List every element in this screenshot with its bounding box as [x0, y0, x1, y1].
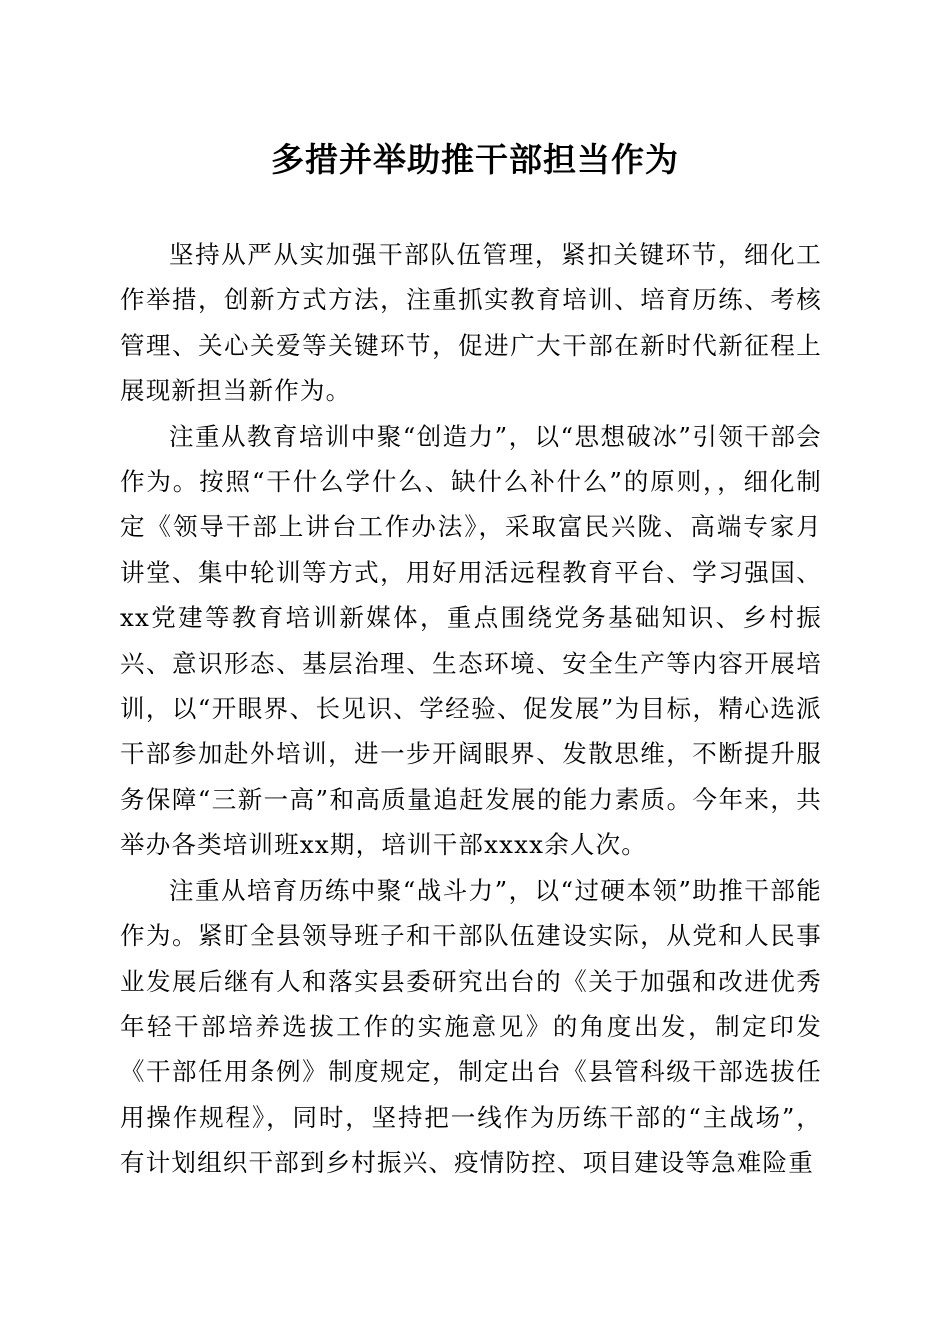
paragraph-1: 坚持从严从实加强干部队伍管理，紧扣关键环节，细化工作举措，创新方式方法，注重抓实教育培训、培育历练、考核管理、关心关爱等关键环节，促进广大干部在新时代新征程上展现新担当新作为。: [120, 240, 822, 406]
paragraph-3: 注重从培育历练中聚“战斗力”，以“过硬本领”助推干部能作为。紧盯全县领导班子和干部队伍建设实际，从党和人民事业发展后继有人和落实县委研究出台的《关于加强和改进优秀年轻干部培养选拔工作的实施意见》的角度出发，制定印发《干部任用条例》制度规定，制定出台《县管科级干部选拔任用操作规程》，同时，坚持把一线作为历练干部的“主战场”，有计划组织干部到乡村振兴、疫情防控、项目建设等急难险重: [120, 875, 822, 1178]
document-body: [120, 232, 822, 1186]
paragraph-2: 注重从教育培训中聚“创造力”，以“思想破冰”引领干部会作为。按照“干什么学什么、缺什么补什么”的原则，，细化制定《领导干部上讲台工作办法》，采取富民兴陇、高端专家月讲堂、集中轮训等方式，用好用活远程教育平台、学习强国、xx党建等教育培训新媒体，重点围绕党务基础知识、乡村振兴、意识形态、基层治理、生态环境、安全生产等内容开展培训，以“开眼界、长见识、学经验、促发展”为目标，精心选派干部参加赴外培训，进一步开阔眼界、发散思维，不断提升服务保障“三新一高”和高质量追赶发展的能力素质。今年来，共举办各类培训班xx期，培训干部xxxx余人次。: [120, 421, 822, 860]
document-title: 多措并举助推干部担当作为: [271, 140, 679, 179]
